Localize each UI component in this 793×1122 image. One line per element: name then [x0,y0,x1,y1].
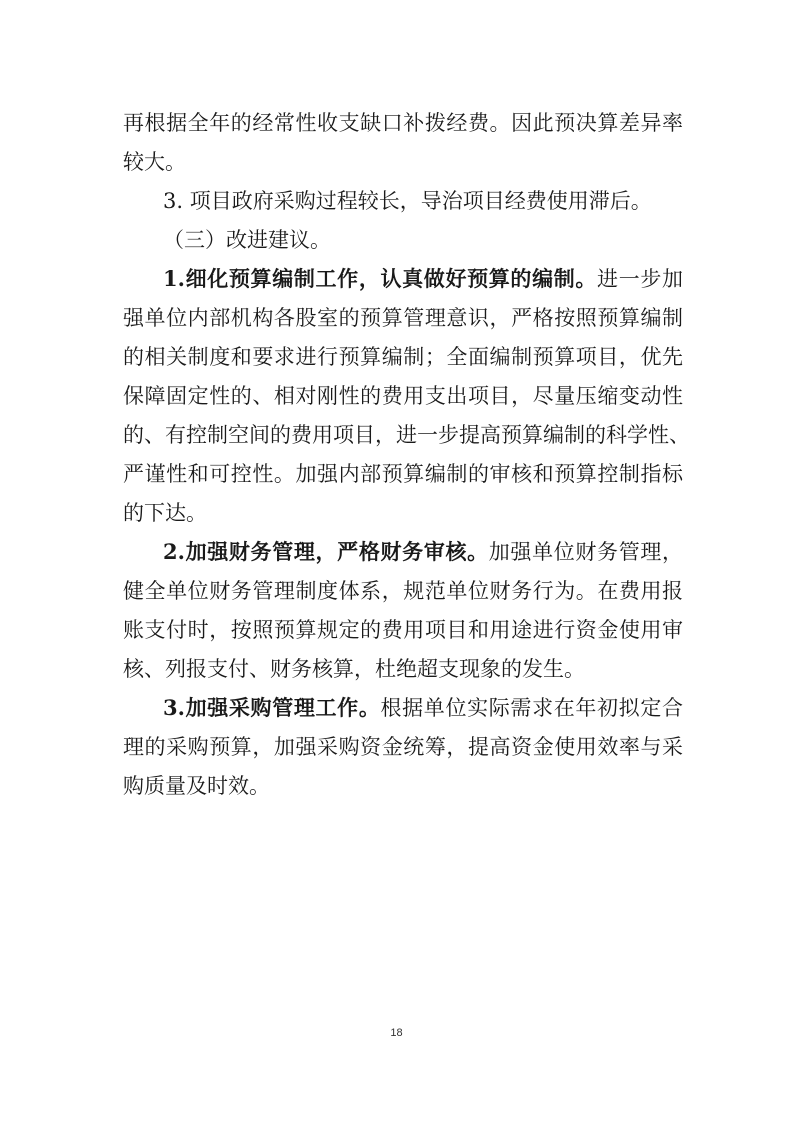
body-line: 的下达。 [123,501,207,525]
body-line: 的相关制度和要求进行预算编制；全面编制预算项目，优先 [123,345,683,369]
body-line: 严谨性和可控性。加强内部预算编制的审核和预算控制指标 [123,462,683,486]
paragraph-first-line [163,691,683,725]
body-line: 再根据全年的经常性收支缺口补拨经费。因此预决算差异率 [123,111,683,135]
paragraph-first-text: 加强单位财务管理， [488,540,684,564]
paragraph-heading: 1.细化预算编制工作，认真做好预算的编制。 [163,266,598,291]
paragraph-first-line [163,262,683,296]
paragraph-heading: 2.加强财务管理，严格财务审核。 [163,539,489,564]
paragraph-first-text: 根据单位实际需求在年初拟定合 [380,696,683,720]
page-number: 18 [390,1027,403,1039]
paragraph-first-text: 进一步加 [597,267,684,291]
body-line: 较大。 [123,150,186,174]
body-line: 强单位内部机构各股室的预算管理意识，严格按照预算编制 [123,306,683,330]
body-line: 健全单位财务管理制度体系，规范单位财务行为。在费用报 [123,579,683,603]
body-line: 的、有控制空间的费用项目，进一步提高预算编制的科学性、 [123,423,690,447]
body-line: 理的采购预算，加强采购资金统筹，提高资金使用效率与采 [123,735,683,759]
body-line: 核、列报支付、财务核算，杜绝超支现象的发生。 [123,657,585,681]
body-line: 3. 项目政府采购过程较长，导治项目经费使用滞后。 [163,189,652,213]
body-line: 保障固定性的、相对刚性的费用支出项目，尽量压缩变动性 [123,384,683,408]
body-line: 账支付时，按照预算规定的费用项目和用途进行资金使用审 [123,618,683,642]
body-line: 购质量及时效。 [123,774,270,798]
paragraph-first-line [163,535,683,569]
section-heading: （三）改进建议。 [163,228,331,252]
paragraph-heading: 3.加强采购管理工作。 [163,695,381,720]
